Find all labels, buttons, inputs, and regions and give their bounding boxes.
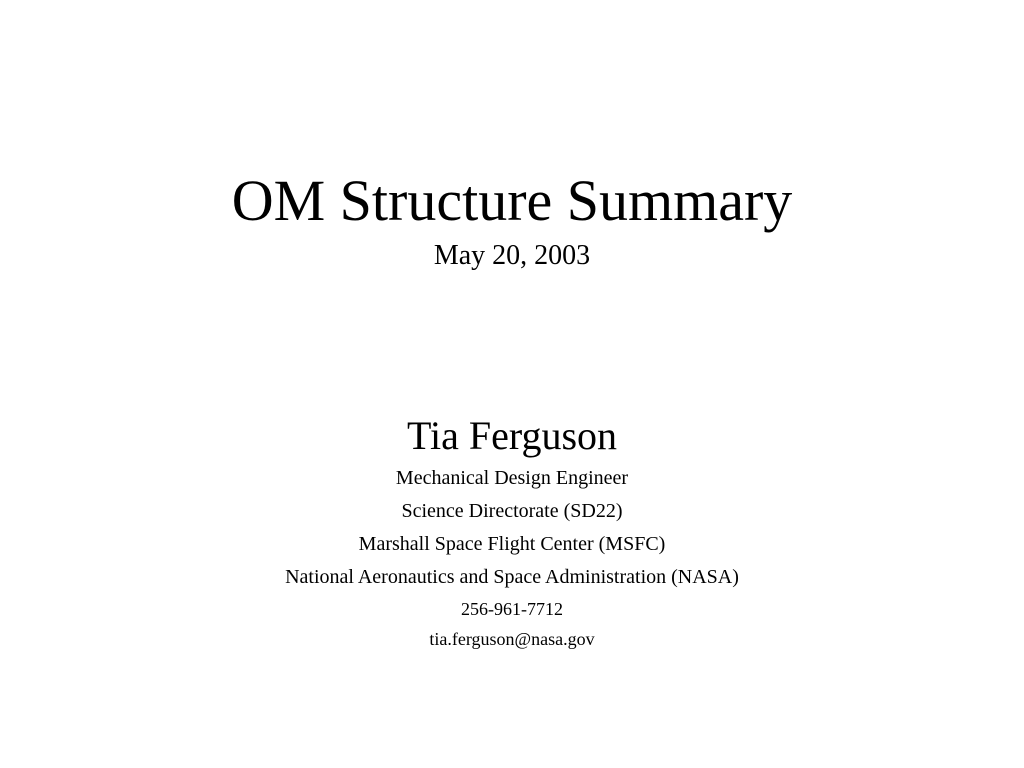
presenter-role: Mechanical Design Engineer [395,467,629,489]
presenter-name: Tia Ferguson [406,413,618,458]
presenter-agency: National Aeronautics and Space Administration (NASA) [285,566,739,588]
presenter-email: tia.ferguson@nasa.gov [429,629,595,649]
slide-date: May 20, 2003 [433,240,591,271]
title-block [0,166,1024,274]
presenter-block [0,410,1024,654]
presenter-phone: 256-961-7712 [461,599,563,619]
presenter-center: Marshall Space Flight Center (MSFC) [358,533,666,555]
slide-title: OM Structure Summary [231,168,793,233]
presenter-directorate: Science Directorate (SD22) [401,500,623,522]
